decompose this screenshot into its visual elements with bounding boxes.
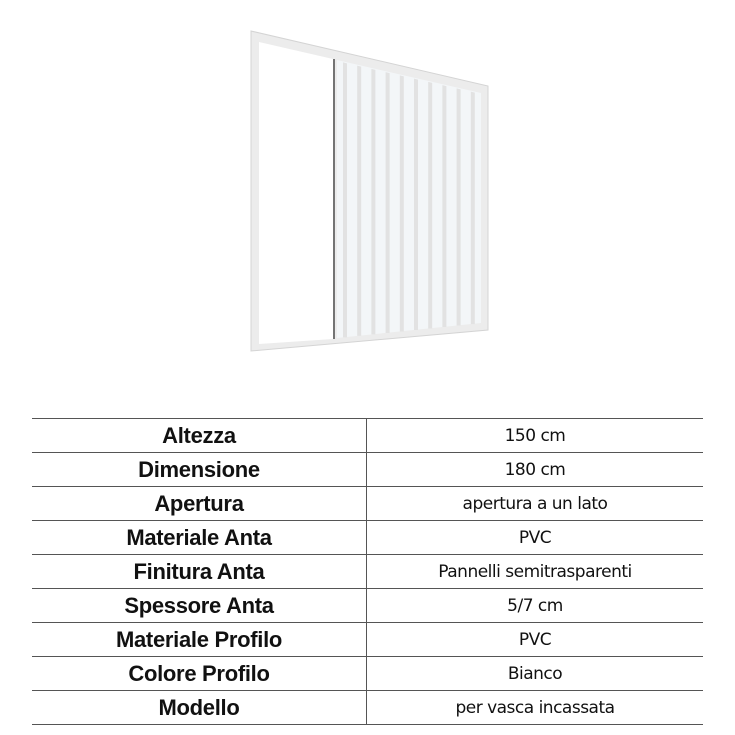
panel-slat	[400, 75, 404, 331]
spec-label: Materiale Profilo	[32, 623, 367, 657]
spec-row	[32, 453, 703, 487]
spec-value: 150 cm	[367, 419, 704, 453]
panel-slat	[357, 66, 361, 336]
shower-screen-image	[240, 25, 500, 360]
panel-slat	[414, 79, 418, 330]
panel-slat	[343, 62, 347, 337]
spec-row	[32, 419, 703, 453]
spec-value: PVC	[367, 623, 704, 657]
spec-value: apertura a un lato	[367, 487, 704, 521]
spec-label: Apertura	[32, 487, 367, 521]
panel-slat	[457, 88, 461, 325]
spec-label: Spessore Anta	[32, 589, 367, 623]
spec-label: Materiale Anta	[32, 521, 367, 555]
spec-value: PVC	[367, 521, 704, 555]
panel-slat	[471, 92, 475, 324]
spec-label: Modello	[32, 691, 367, 725]
spec-row	[32, 521, 703, 555]
spec-row	[32, 657, 703, 691]
spec-label: Colore Profilo	[32, 657, 367, 691]
spec-value: Bianco	[367, 657, 704, 691]
panel-slat	[371, 69, 375, 335]
spec-label: Finitura Anta	[32, 555, 367, 589]
panel-slat	[386, 72, 390, 333]
spec-value: per vasca incassata	[367, 691, 704, 725]
spec-row	[32, 555, 703, 589]
panel-slat	[442, 85, 446, 327]
spec-label: Dimensione	[32, 453, 367, 487]
spec-value: 180 cm	[367, 453, 704, 487]
spec-row	[32, 487, 703, 521]
spec-row	[32, 691, 703, 725]
spec-value: 5/7 cm	[367, 589, 704, 623]
spec-value: Pannelli semitrasparenti	[367, 555, 704, 589]
spec-row	[32, 589, 703, 623]
spec-table	[32, 418, 703, 725]
panel-slat	[428, 82, 432, 329]
spec-row	[32, 623, 703, 657]
spec-label: Altezza	[32, 419, 367, 453]
